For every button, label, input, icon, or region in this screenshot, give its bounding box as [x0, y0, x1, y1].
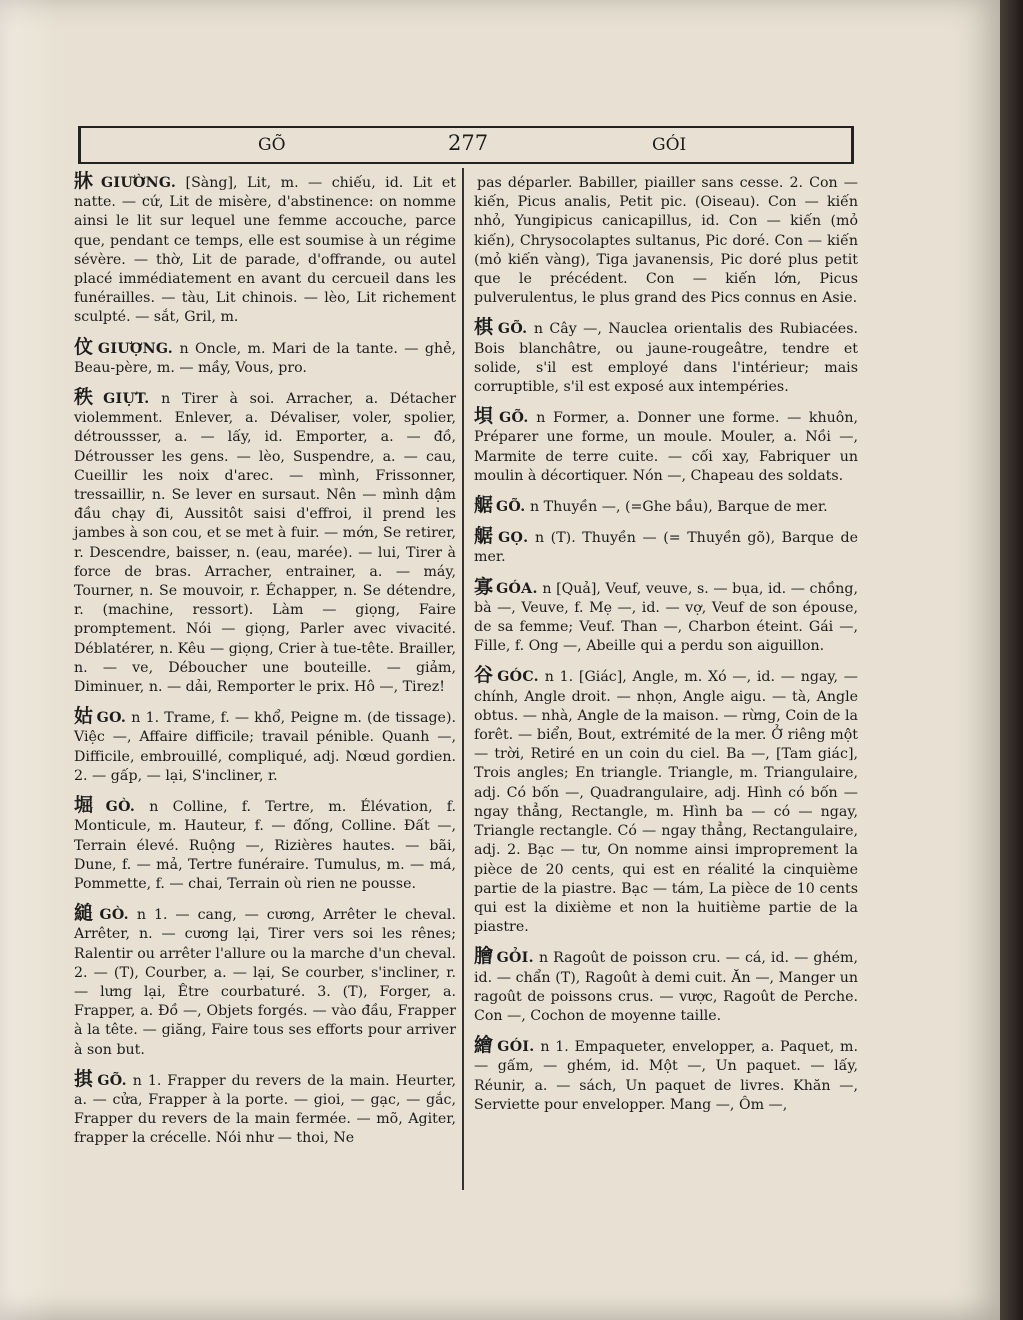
entry-definition: n 1. Trame, f. — khổ, Peigne m. (de tissage). Việc —, Affaire difficile; travail pénible. Quanh —, Difficile, embrouillé, compliqué, adj. Nœud gordien. 2. — gấp, — lại, S'incliner, r.: [74, 710, 456, 784]
right-column: [474, 172, 858, 1125]
entry-definition: n 1. [Giác], Angle, m. Xó —, id. — ngay, — chính, Angle droit. — nhọn, Angle aigu. — tà, Angle obtus. — nhà, Angle de la maison. — rừng, Coin de la forêt. — biển, Bout, extrémité de la mer. Ở riêng một — trời, Retiré en un coin du ciel. Ba —, [Tam giác], Trois angles; En triangle. Triangle, m. Triangulaire, adj. Có bốn —, Quadrangulaire, adj. Hình có bốn — ngay thẳng, Rectangle, m. Hình ba — có — ngay, Triangle rectangle. Có — ngay thẳng, Rectangulaire, adj. 2. Bạc — tư, On nomme ainsi improprement la pièce de 20 cents, qui est en réalité la cinquième partie de la piastre. Bạc — tám, La pièce de 10 cents qui est la dixième et non la huitième partie de la piastre.: [474, 669, 858, 936]
column-divider: [462, 168, 464, 1190]
entry-chinese-character: 棋: [474, 316, 495, 339]
entry-headword: GÕ.: [497, 321, 528, 338]
running-header: [78, 126, 854, 164]
book-cover-edge: [1000, 0, 1023, 1320]
dictionary-entry: [474, 527, 858, 567]
entry-definition: n Former, a. Donner une forme. — khuôn, Préparer une forme, un moule. Mouler, a. Nồi —, Marmite de terre cuite. — cối xay, Fabriquer un moulin à décortiquer. Nón —, Chapeau des soldats.: [474, 410, 858, 484]
entry-chinese-character: 繪: [474, 1034, 495, 1057]
entry-chinese-character: 掑: [74, 1067, 95, 1090]
entry-headword: GỎI.: [496, 950, 534, 967]
entry-chinese-character: 伩: [74, 335, 95, 358]
entry-definition: pas déparler. Babiller, piailler sans cesse. 2. Con — kiến, Picus analis, Petit pic. (Oiseau). Con — kiến nhỏ, Yungipicus canicapillus, id. Con — kiến (mỏ kiến), Chrysocolaptes sultanus, Pic doré. Con — kiến (mỏ kiến vàng), Tiga javanensis, Pic doré plus petit que le précédent. Con — kiến lớn, Picus pulverulentus, le plus grand des Pics connus en Asie.: [474, 175, 858, 307]
dictionary-entry: [474, 575, 858, 657]
entry-definition: n 1. Frapper du revers de la main. Heurter, a. — cửa, Frapper à la porte. — gioi, — gạc, — gắc, Frapper du revers de la main fermée. — mõ, Agiter, frapper la crécelle. Nói như — thoi, Ne: [74, 1072, 456, 1147]
entry-chinese-character: 姑: [74, 705, 94, 728]
header-right-guide-word: GÓI: [652, 135, 687, 155]
entry-definition: n Tirer à soi. Arracher, a. Détacher violemment. Enlever, a. Dévaliser, voler, spolier, détroussser, a. — lấy, id. Emporter, a. — đồ, Détrousser les gens. — lèo, Suspendre, a. — cau, Cueillir les noix d'arec. — mình, Frissonner, tressaillir, n. Se lever en sursaut. Nên — mình dậm đầu chạy đi, Aussitôt saisi d'effroi, il prend les jambes à son cou, et se met à fuir. — mớn, Se retirer, r. Descendre, baisser, n. (eau, marée). — lui, Tirer à force de bras. Arracher, entrainer, a. — máy, Tourner, n. Se mouvoir, r. Échapper, n. Se détendre, r. (machine, ressort). Làm — giọng, Faire promptement. Nói — giọng, Parler avec vivacité. Déblatérer, n. Kêu — giọng, Crier à tue-tête. Brailler, n. — ve, Déboucher une bouteille. — giảm, Diminuer, n. — dải, Remporter le prix. Hô —, Tirez!: [74, 391, 457, 696]
dictionary-entry: [74, 388, 456, 697]
dictionary-entry: [474, 947, 858, 1026]
entry-definition: n Thuyền —, (=Ghe bầu), Barque de mer.: [530, 499, 828, 516]
entry-chinese-character: 寡: [474, 575, 494, 598]
entry-headword: GÓI.: [497, 1039, 535, 1056]
entry-headword: GÒ.: [99, 907, 129, 924]
entry-chinese-character: 膾: [474, 945, 494, 968]
entry-chinese-character: 堀: [74, 794, 103, 817]
dictionary-entry: [474, 407, 858, 486]
left-column: [74, 172, 456, 1159]
dictionary-entry: [74, 796, 456, 894]
entry-chinese-character: 垻: [474, 405, 497, 428]
entry-chinese-character: 縋: [74, 902, 97, 925]
entry-definition: n Oncle, m. Mari de la tante. — ghẻ, Beau-père, m. — mầy, Vous, pro.: [74, 340, 456, 376]
dictionary-entry: [474, 496, 858, 517]
spine-shadow: [0, 0, 60, 1320]
dictionary-entry: [74, 904, 456, 1060]
entry-definition: [Sàng], Lit, m. — chiếu, id. Lit et natte. — cứ, Lit de misère, d'abstinence: on nomme ainsi le lit sur lequel une femme accouche, parce que, pendant ce temps, elle est soumise à un régime sévère. — thờ, Lit de parade, d'offrande, ou autel placé immédiatement en avant du cercueil dans les funérailles. — tàu, Lit chinois. — lèo, Lit richement sculpté. — sắt, Gril, m.: [74, 175, 456, 326]
dictionary-entry: [74, 707, 456, 786]
dictionary-entry: [74, 335, 456, 378]
dictionary-entry: [474, 318, 858, 397]
dictionary-entry-continued: [474, 172, 858, 308]
entry-headword: GO.: [96, 710, 127, 727]
entry-definition: n Ragoût de poisson cru. — cá, id. — ghém, id. — chẩn (T), Ragoût à demi cuit. Ăn —, Manger un ragoût de poissons crus. — vược, Ragoût de Perche. Con —, Cochon de moyenne taille.: [474, 950, 858, 1024]
entry-definition: n (T). Thuyền — (= Thuyền gõ), Barque de mer.: [474, 530, 858, 566]
entry-definition: n 1. Empaqueter, envelopper, a. Paquet, m. — gấm, — ghém, id. Một —, Un paquet. — lấy, Réunir, a. — sách, Un paquet de livres. Khăn —, Serviette pour envelopper. Mang —, Ôm —,: [474, 1039, 858, 1113]
dictionary-entry: [474, 666, 858, 937]
header-right-rule: [851, 126, 854, 164]
entry-chinese-character: 艍: [474, 525, 496, 548]
entry-definition: n Colline, f. Tertre, m. Élévation, f. Monticule, m. Hauteur, f. — đống, Colline. Đất —, Terrain élevé. Ruộng —, Rizières hautes. — bãi, Dune, f. — mả, Tertre funéraire. Tumulus, m. — má, Pommette, f. — chai, Terrain où rien ne pousse.: [74, 799, 456, 892]
entry-headword: GÓC.: [497, 669, 539, 686]
entry-chinese-character: 秩: [74, 386, 101, 409]
entry-headword: GIỰT.: [103, 391, 150, 408]
entry-headword: GÒ.: [105, 799, 136, 816]
entry-chinese-character: 牀: [74, 170, 98, 192]
entry-definition: n Cây —, Nauclea orientalis des Rubiacées. Bois blanchâtre, ou jaune-rougeâtre, tendre et solide, s'il est employé dans l'intérieur; mais corruptible, s'il est exposé aux intempéries.: [474, 321, 858, 396]
dictionary-entry: [474, 1036, 858, 1115]
entry-definition: n [Quả], Veuf, veuve, s. — bụa, id. — chồng, bà —, Veuve, f. Mẹ —, id. — vợ, Veuf de son épouse, de sa femme; Veuf. Than —, Charbon éteint. Gái —, Fille, f. Ong —, Abeille qui a perdu son aiguillon.: [474, 580, 858, 655]
header-left-guide-word: GÕ: [258, 135, 286, 155]
entry-headword: GÕ.: [496, 499, 526, 516]
entry-definition: n 1. — cang, — cương, Arrêter le cheval. Arrêter, n. — cương lại, Tirer vers soi les rênes; Ralentir ou arrêter l'allure ou la marche d'un cheval. 2. — (T), Courber, a. — lại, Se courber, s'incliner, r. — lưng lại, Être courbaturé. 3. (T), Forger, a. Frapper, a. Đồ —, Objets forgés. — vào đầu, Frapper à la tête. — giăng, Faire tous ses efforts pour arriver à son but.: [74, 907, 456, 1058]
entry-headword: GIƯỜNG.: [100, 175, 177, 191]
header-left-rule: [78, 126, 81, 164]
entry-headword: GỌ.: [498, 530, 529, 547]
dictionary-entry: [74, 1067, 456, 1149]
page-number: 277: [448, 131, 489, 155]
entry-chinese-character: 谷: [474, 664, 495, 687]
entry-headword: GIƯỢNG.: [97, 340, 174, 357]
entry-headword: GÕ.: [97, 1072, 127, 1089]
entry-headword: GÓA.: [496, 580, 538, 597]
dictionary-entry: [74, 172, 456, 328]
entry-chinese-character: 艍: [474, 494, 494, 517]
entry-headword: GÕ.: [499, 410, 529, 427]
